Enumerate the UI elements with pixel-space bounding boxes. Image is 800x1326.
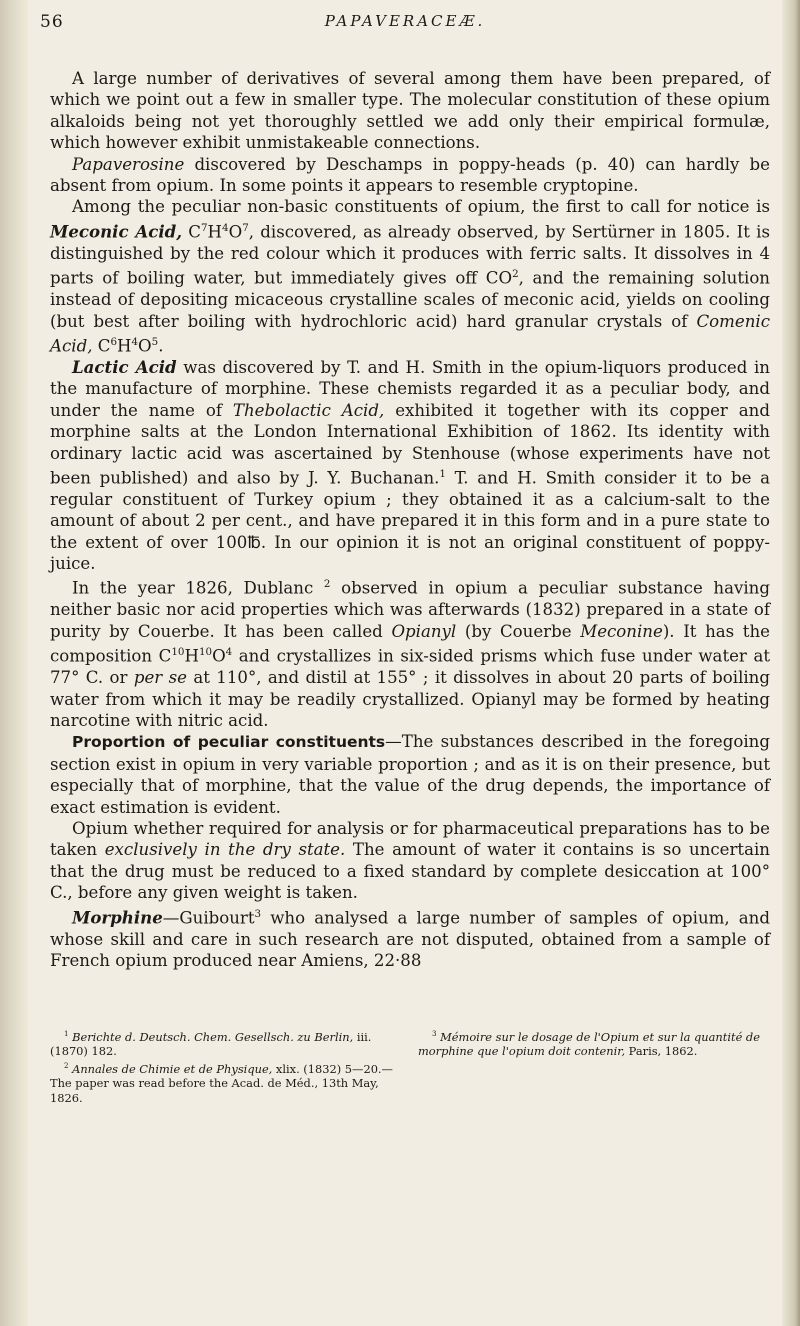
text-run: who analysed a large number of samples of opium, and whose skill and care in such research are not disputed, obtained from a sample of French opium produced near Amiens, 22·88 [50,908,770,970]
text-run: Paris, 1862. [625,1044,698,1059]
italic-run: per se [133,668,187,688]
italic-run: Thebolactic Acid, [232,400,385,420]
italic-run: Opianyl [391,621,457,641]
text-run: H [207,222,223,242]
footnote [50,1027,402,1059]
italic-run: Comenic Acid, [50,311,770,356]
text-run: observed in opium a peculiar substance having neither basic nor acid properties which was afterwards (1832) prepared in a state of purity by Couerbe. It has been called [50,579,770,641]
superscript: 1 [64,1029,69,1038]
text-run: O [212,646,226,666]
paragraph [50,68,770,154]
text-run: xlix. (1832) 5—20.—The paper was read before the Acad. de Méd., 13th May, 1826. [50,1061,393,1105]
text-run: was discovered by T. and H. Smith in the opium-liquors produced in the manufacture of morphine. These chemists regarded it as a peculiar body, and under the name of [50,357,770,420]
text-run: , and the remaining solution instead of depositing micaceous crystalline scales of meconic acid, yields on cooling (but best after boiling with hydrochloric acid) hard granular crystals of [50,268,770,331]
text-run: O [138,336,152,356]
superscript: 5 [151,335,159,348]
text-run: C [92,336,111,356]
footnotes-left-column [50,1027,402,1106]
superscript: 4 [222,221,229,234]
emphasis-term: Morphine [72,907,163,928]
superscript: 7 [242,221,249,234]
paragraph [50,574,770,731]
text-run: discovered by Deschamps in poppy-heads (p. 40) can hardly be absent from opium. In some points it appears to resemble cryptopine. [50,154,770,196]
text-run: , discovered, as already observed, by Sertürner in 1805. It is distinguished by the red colour which it produces with ferric salts. It dissolves in 4 parts of boiling water, but immediately gives off CO [50,222,770,288]
superscript: 3 [432,1029,437,1038]
emphasis-term: Lactic Acid [72,356,177,377]
italic-run: Papaverosine [72,154,185,174]
page-binding-edge [0,0,28,1326]
body-text [50,68,770,971]
text-run: exhibited it together with its copper and morphine salts at the London International Exhibition of 1862. Its identity with ordinary lactic acid was ascertained by Stenhouse (whose experiments have not been published) and also by J. Y. Buchanan. [50,400,770,488]
superscript: 4 [225,646,233,659]
footnote [418,1027,770,1059]
text-run: H [117,336,132,356]
superscript: 2 [323,578,331,591]
superscript: 10 [171,646,185,659]
text-run: . [158,336,164,356]
paragraph [50,196,770,356]
running-head: PAPAVERACEÆ. [324,12,486,30]
paragraph [50,904,770,972]
text-run: A large number of derivatives of several among them have been prepared, of which we point out a few in smaller type. The molecular constitution of these opium alkaloids being not yet thoroughly settled we add only their empirical formulæ, which however exhibit unmistakeable connections. [50,69,770,153]
paragraph [50,357,770,575]
superscript: 1 [439,467,446,480]
section-heading: Proportion of peculiar constituents [72,733,386,752]
footnote [50,1059,402,1106]
superscript: 7 [201,221,208,234]
paragraph [50,731,770,818]
page-number: 56 [40,12,64,32]
text-run: ). It has the composition C [50,621,770,666]
footnotes-right-column [418,1027,770,1106]
superscript: 6 [110,335,118,348]
text-run: In the year 1826, Dublanc [72,579,324,598]
superscript: 3 [254,907,262,920]
superscript: 10 [198,646,213,659]
page-fore-edge [782,0,800,1326]
paragraph [50,154,770,197]
text-run: O [228,222,243,242]
text-run: and crystallizes in six-sided prisms which fuse under water at 77° C. or [50,646,771,688]
italic-run: Berichte d. Deutsch. Chem. Gesellsch. zu Berlin, [72,1029,354,1044]
text-run: T. and H. Smith consider it to be a regular constituent of Turkey opium ; they obtained it as a calcium-salt to the amount of about 2 per cent., and have prepared it in this form and in a pure state to the extent of over 100℔. In our opinion it is not an original constituent of poppy-juice. [50,468,770,574]
text-run: —The substances described in the foregoing section exist in opium in very variable proportion ; and as it is on their presence, but especially that of morphine, that the value of the drug depends, the importance of exact estimation is evident. [50,732,770,817]
footnotes [50,1027,770,1106]
text-run: —Guibourt [162,908,255,928]
superscript: 4 [131,335,139,348]
text-run: Opium whether required for analysis or for pharmaceutical preparations has to be taken [50,819,770,860]
italic-run: Annales de Chimie et de Physique, [72,1061,273,1076]
italic-run: Meconine [580,621,663,641]
italic-run: Mémoire sur le dosage de l'Opium et sur la quantité de morphine que l'opium doit contenir, [418,1029,760,1059]
paragraph [50,818,770,904]
italic-run: exclusively in the dry state. [104,840,346,860]
text-run: Among the peculiar non-basic constituents of opium, the first to call for notice is [72,197,770,217]
emphasis-term: Meconic Acid, [50,221,183,242]
text-run: at 110°, and distil at 155° ; it dissolves in about 20 parts of boiling water from which it may be readily crystallized. Opianyl may be formed by heating narcotine with nitric acid. [50,668,770,730]
text-run: The amount of water it contains is so uncertain that the drug must be reduced to a fixed standard by complete desiccation at 100° C., before any given weight is taken. [50,840,770,903]
superscript: 2 [64,1060,69,1070]
superscript: 2 [512,268,519,281]
text-run: (by Couerbe [456,621,581,641]
page-header [40,6,770,36]
text-run: iii. (1870) 182. [50,1029,372,1059]
text-run: C [182,222,201,242]
text-run: H [184,646,199,666]
